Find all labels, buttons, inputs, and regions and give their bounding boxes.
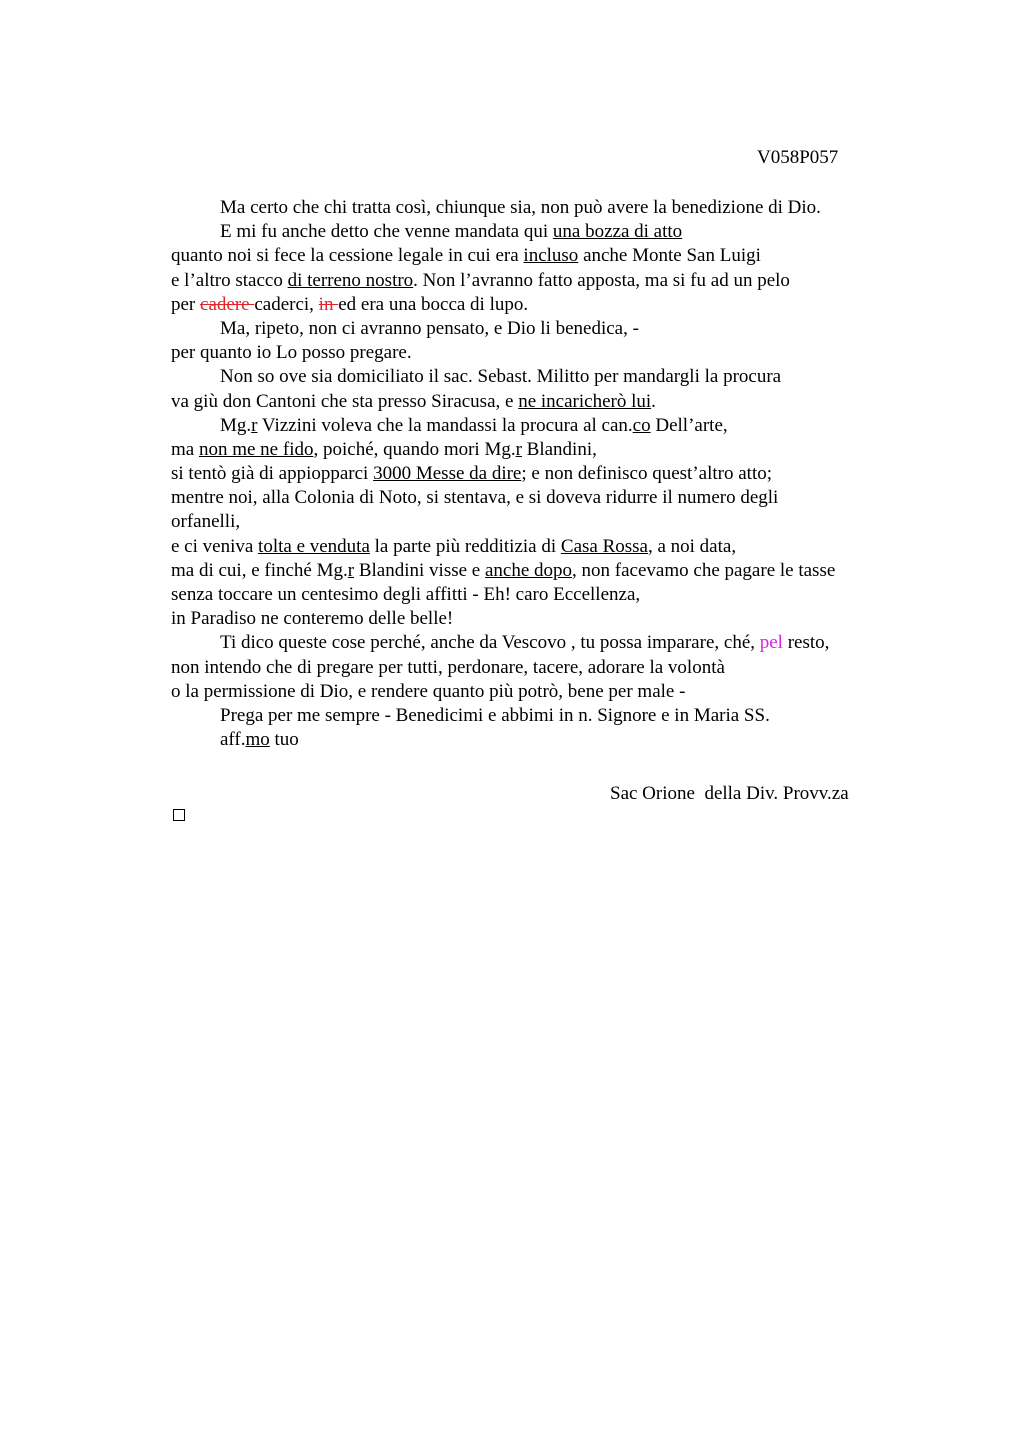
deleted-text: in	[318, 293, 339, 315]
signature: Sac Orione della Div. Provv.za	[610, 783, 849, 804]
underlined-text: 3000 Messe da dire	[373, 463, 522, 485]
underlined-text: Casa Rossa	[560, 535, 648, 557]
letter-line: e l’altro stacco di terreno nostro. Non l’avranno fatto apposta, ma si fu ad un pelo	[171, 269, 790, 291]
underlined-text: anche dopo	[484, 559, 573, 581]
letter-line: Ma certo che chi tratta così, chiunque sia, non può avere la benedizione di Dio.	[220, 197, 821, 218]
letter-line: per cadere caderci, in ed era una bocca di lupo.	[171, 293, 529, 315]
highlighted-text: pel	[759, 632, 783, 654]
letter-line: va giù don Cantoni che sta presso Siracusa, e ne incaricherò lui.	[171, 390, 656, 412]
letter-line: ma di cui, e finché Mg.r Blandini visse e anche dopo, non facevamo che pagare le tasse	[171, 559, 836, 581]
letter-line: Non so ove sia domiciliato il sac. Sebast. Militto per mandargli la procura	[220, 366, 782, 388]
letter-line: non intendo che di pregare per tutti, perdonare, tacere, adorare la volontà	[171, 656, 725, 678]
underlined-text: co	[632, 414, 651, 436]
underlined-text: tolta e venduta	[258, 535, 370, 557]
letter-line: aff.mo tuo	[220, 729, 299, 751]
letter-line: in Paradiso ne conteremo delle belle!	[171, 608, 454, 630]
underlined-text: di terreno nostro	[287, 269, 414, 291]
letter-line: E mi fu anche detto che venne mandata qui una bozza di atto	[220, 221, 683, 243]
letter-line: o la permissione di Dio, e rendere quanto più potrò, bene per male -	[171, 680, 686, 702]
underlined-text: una bozza di atto	[552, 221, 683, 243]
underlined-text: r	[251, 414, 258, 436]
underlined-text: r	[515, 438, 522, 460]
letter-line: Ma, ripeto, non ci avranno pensato, e Dio li benedica, -	[220, 317, 639, 339]
letter-line: ma non me ne fido, poiché, quando mori Mg.r Blandini,	[171, 438, 597, 460]
letter-line: orfanelli,	[171, 511, 241, 533]
underlined-text: r	[347, 559, 355, 581]
underlined-text: non me ne fido	[198, 438, 314, 460]
letter-body	[171, 196, 931, 752]
letter-line: senza toccare un centesimo degli affitti - Eh! caro Eccellenza,	[171, 584, 641, 605]
underlined-text: ne incaricherò lui	[518, 390, 652, 412]
letter-line: si tentò già di appiopparci 3000 Messe da dire; e non definisco quest’altro atto;	[171, 463, 773, 485]
letter-line: per quanto io Lo posso pregare.	[171, 342, 412, 364]
letter-line: e ci veniva tolta e venduta la parte più redditizia di Casa Rossa, a noi data,	[171, 535, 737, 557]
underlined-text: mo	[245, 729, 270, 751]
page-reference-code: V058P057	[757, 147, 839, 168]
letter-line: Ti dico queste cose perché, anche da Vescovo , tu possa imparare, ché, pel resto,	[220, 632, 830, 654]
checkbox-square-icon	[173, 809, 185, 821]
letter-line: Mg.r Vizzini voleva che la mandassi la procura al can.co Dell’arte,	[220, 414, 728, 436]
underlined-text: incluso	[523, 245, 579, 267]
deleted-text: cadere	[200, 293, 255, 315]
letter-line: mentre noi, alla Colonia di Noto, si stentava, e si doveva ridurre il numero degli	[171, 487, 779, 509]
letter-line: quanto noi si fece la cessione legale in cui era incluso anche Monte San Luigi	[171, 245, 761, 267]
letter-line: Prega per me sempre - Benedicimi e abbimi in n. Signore e in Maria SS.	[220, 704, 770, 726]
